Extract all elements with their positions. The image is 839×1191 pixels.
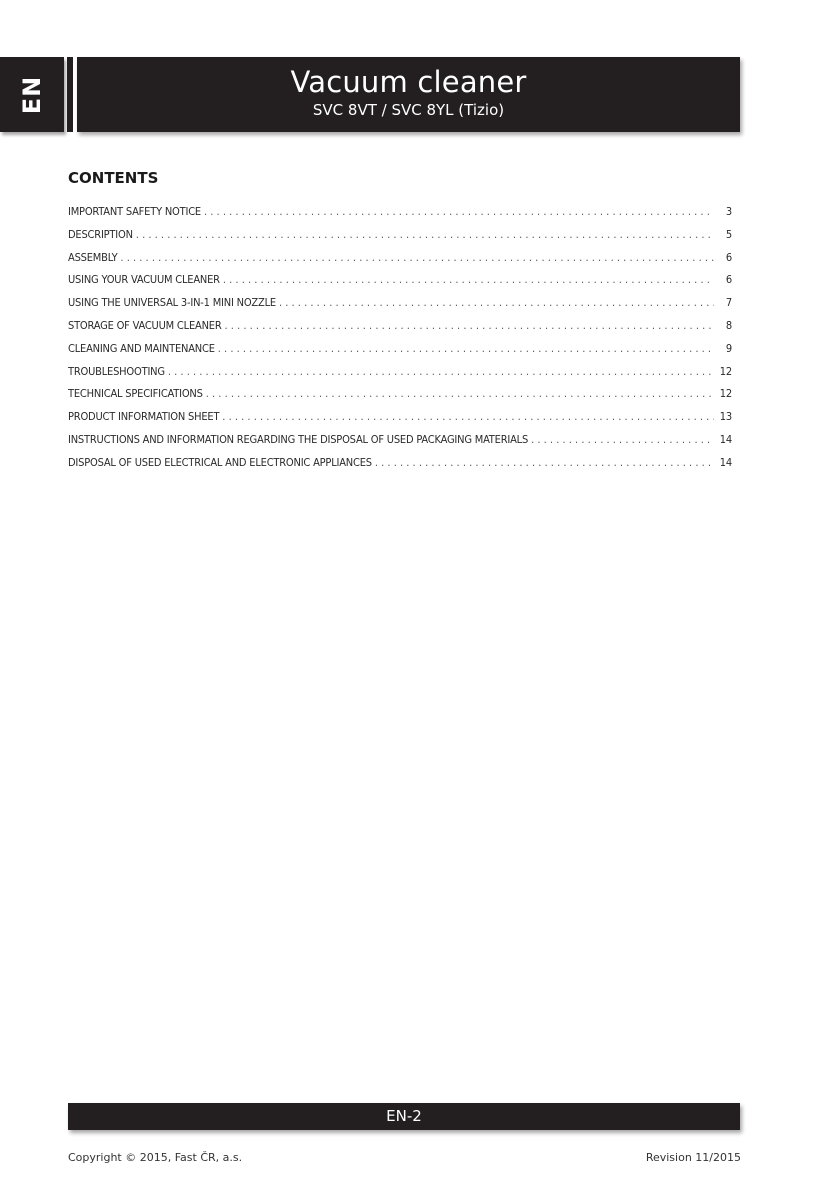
toc-entry-label: STORAGE OF VACUUM CLEANER — [68, 318, 222, 332]
toc-entry-label: USING YOUR VACUUM CLEANER — [68, 273, 220, 287]
toc-dot-leader — [225, 319, 714, 332]
document-title: Vacuum cleaner — [290, 65, 527, 99]
page-number: EN-2 — [386, 1107, 422, 1125]
toc-entry[interactable] — [68, 228, 732, 251]
toc-entry-label: USING THE UNIVERSAL 3-IN-1 MINI NOZZLE — [68, 296, 276, 310]
toc-entry[interactable] — [68, 251, 732, 274]
toc-dot-leader — [168, 365, 714, 378]
toc-entry[interactable] — [68, 433, 732, 456]
toc-entry[interactable] — [68, 387, 732, 410]
toc-dot-leader — [375, 456, 714, 469]
toc-dot-leader — [206, 387, 714, 400]
toc-entry[interactable] — [68, 410, 732, 433]
toc-entry-page: 12 — [719, 387, 732, 401]
toc-entry-label: DESCRIPTION — [68, 227, 133, 241]
contents-heading: CONTENTS — [68, 169, 159, 187]
toc-entry-page: 3 — [725, 205, 732, 218]
toc-entry-page: 9 — [725, 341, 732, 355]
toc-entry-label: ASSEMBLY — [68, 250, 118, 264]
toc-entry-page: 14 — [719, 432, 732, 446]
toc-entry[interactable] — [68, 319, 732, 342]
copyright-text: Copyright © 2015, Fast ČR, a.s. — [68, 1151, 243, 1164]
toc-dot-leader — [136, 228, 714, 241]
toc-entry-page: 12 — [719, 364, 732, 378]
toc-entry[interactable] — [68, 342, 732, 365]
toc-entry[interactable] — [68, 273, 732, 296]
toc-entry-label: TECHNICAL SPECIFICATIONS — [68, 387, 203, 401]
toc-entry-page: 8 — [725, 318, 732, 332]
page-header — [77, 57, 740, 132]
toc-dot-leader — [531, 433, 714, 446]
toc-entry-label: INSTRUCTIONS AND INFORMATION REGARDING THE DISPOSAL OF USED PACKAGING MATERIALS — [68, 432, 529, 446]
page-number-bar — [68, 1103, 740, 1130]
toc-entry-label: DISPOSAL OF USED ELECTRICAL AND ELECTRONIC APPLIANCES — [68, 455, 372, 469]
toc-entry[interactable] — [68, 365, 732, 388]
toc-dot-leader — [120, 251, 714, 264]
toc-entry-page: 6 — [725, 273, 732, 287]
language-tab — [0, 57, 64, 132]
revision-text: Revision 11/2015 — [645, 1151, 741, 1164]
toc-entry[interactable] — [68, 296, 732, 319]
toc-entry-label: CLEANING AND MAINTENANCE — [68, 341, 215, 355]
toc-dot-leader — [223, 273, 714, 286]
toc-dot-leader — [279, 296, 714, 309]
toc-entry-page: 14 — [719, 455, 732, 469]
toc-entry-page: 7 — [725, 296, 732, 310]
toc-entry[interactable] — [68, 456, 732, 479]
table-of-contents — [68, 205, 732, 479]
language-code: EN — [18, 75, 46, 114]
document-subtitle: SVC 8VT / SVC 8YL (Tizio) — [312, 101, 505, 119]
toc-entry-label: PRODUCT INFORMATION SHEET — [68, 410, 220, 424]
toc-entry-label: TROUBLESHOOTING — [68, 364, 165, 378]
toc-entry-page: 13 — [719, 410, 732, 424]
toc-dot-leader — [218, 342, 714, 355]
toc-entry[interactable] — [68, 205, 732, 228]
toc-entry-label: IMPORTANT SAFETY NOTICE — [68, 205, 201, 218]
header-divider — [67, 57, 73, 132]
toc-entry-page: 6 — [725, 250, 732, 264]
toc-dot-leader — [222, 410, 714, 423]
toc-dot-leader — [204, 205, 714, 218]
toc-entry-page: 5 — [725, 227, 732, 241]
